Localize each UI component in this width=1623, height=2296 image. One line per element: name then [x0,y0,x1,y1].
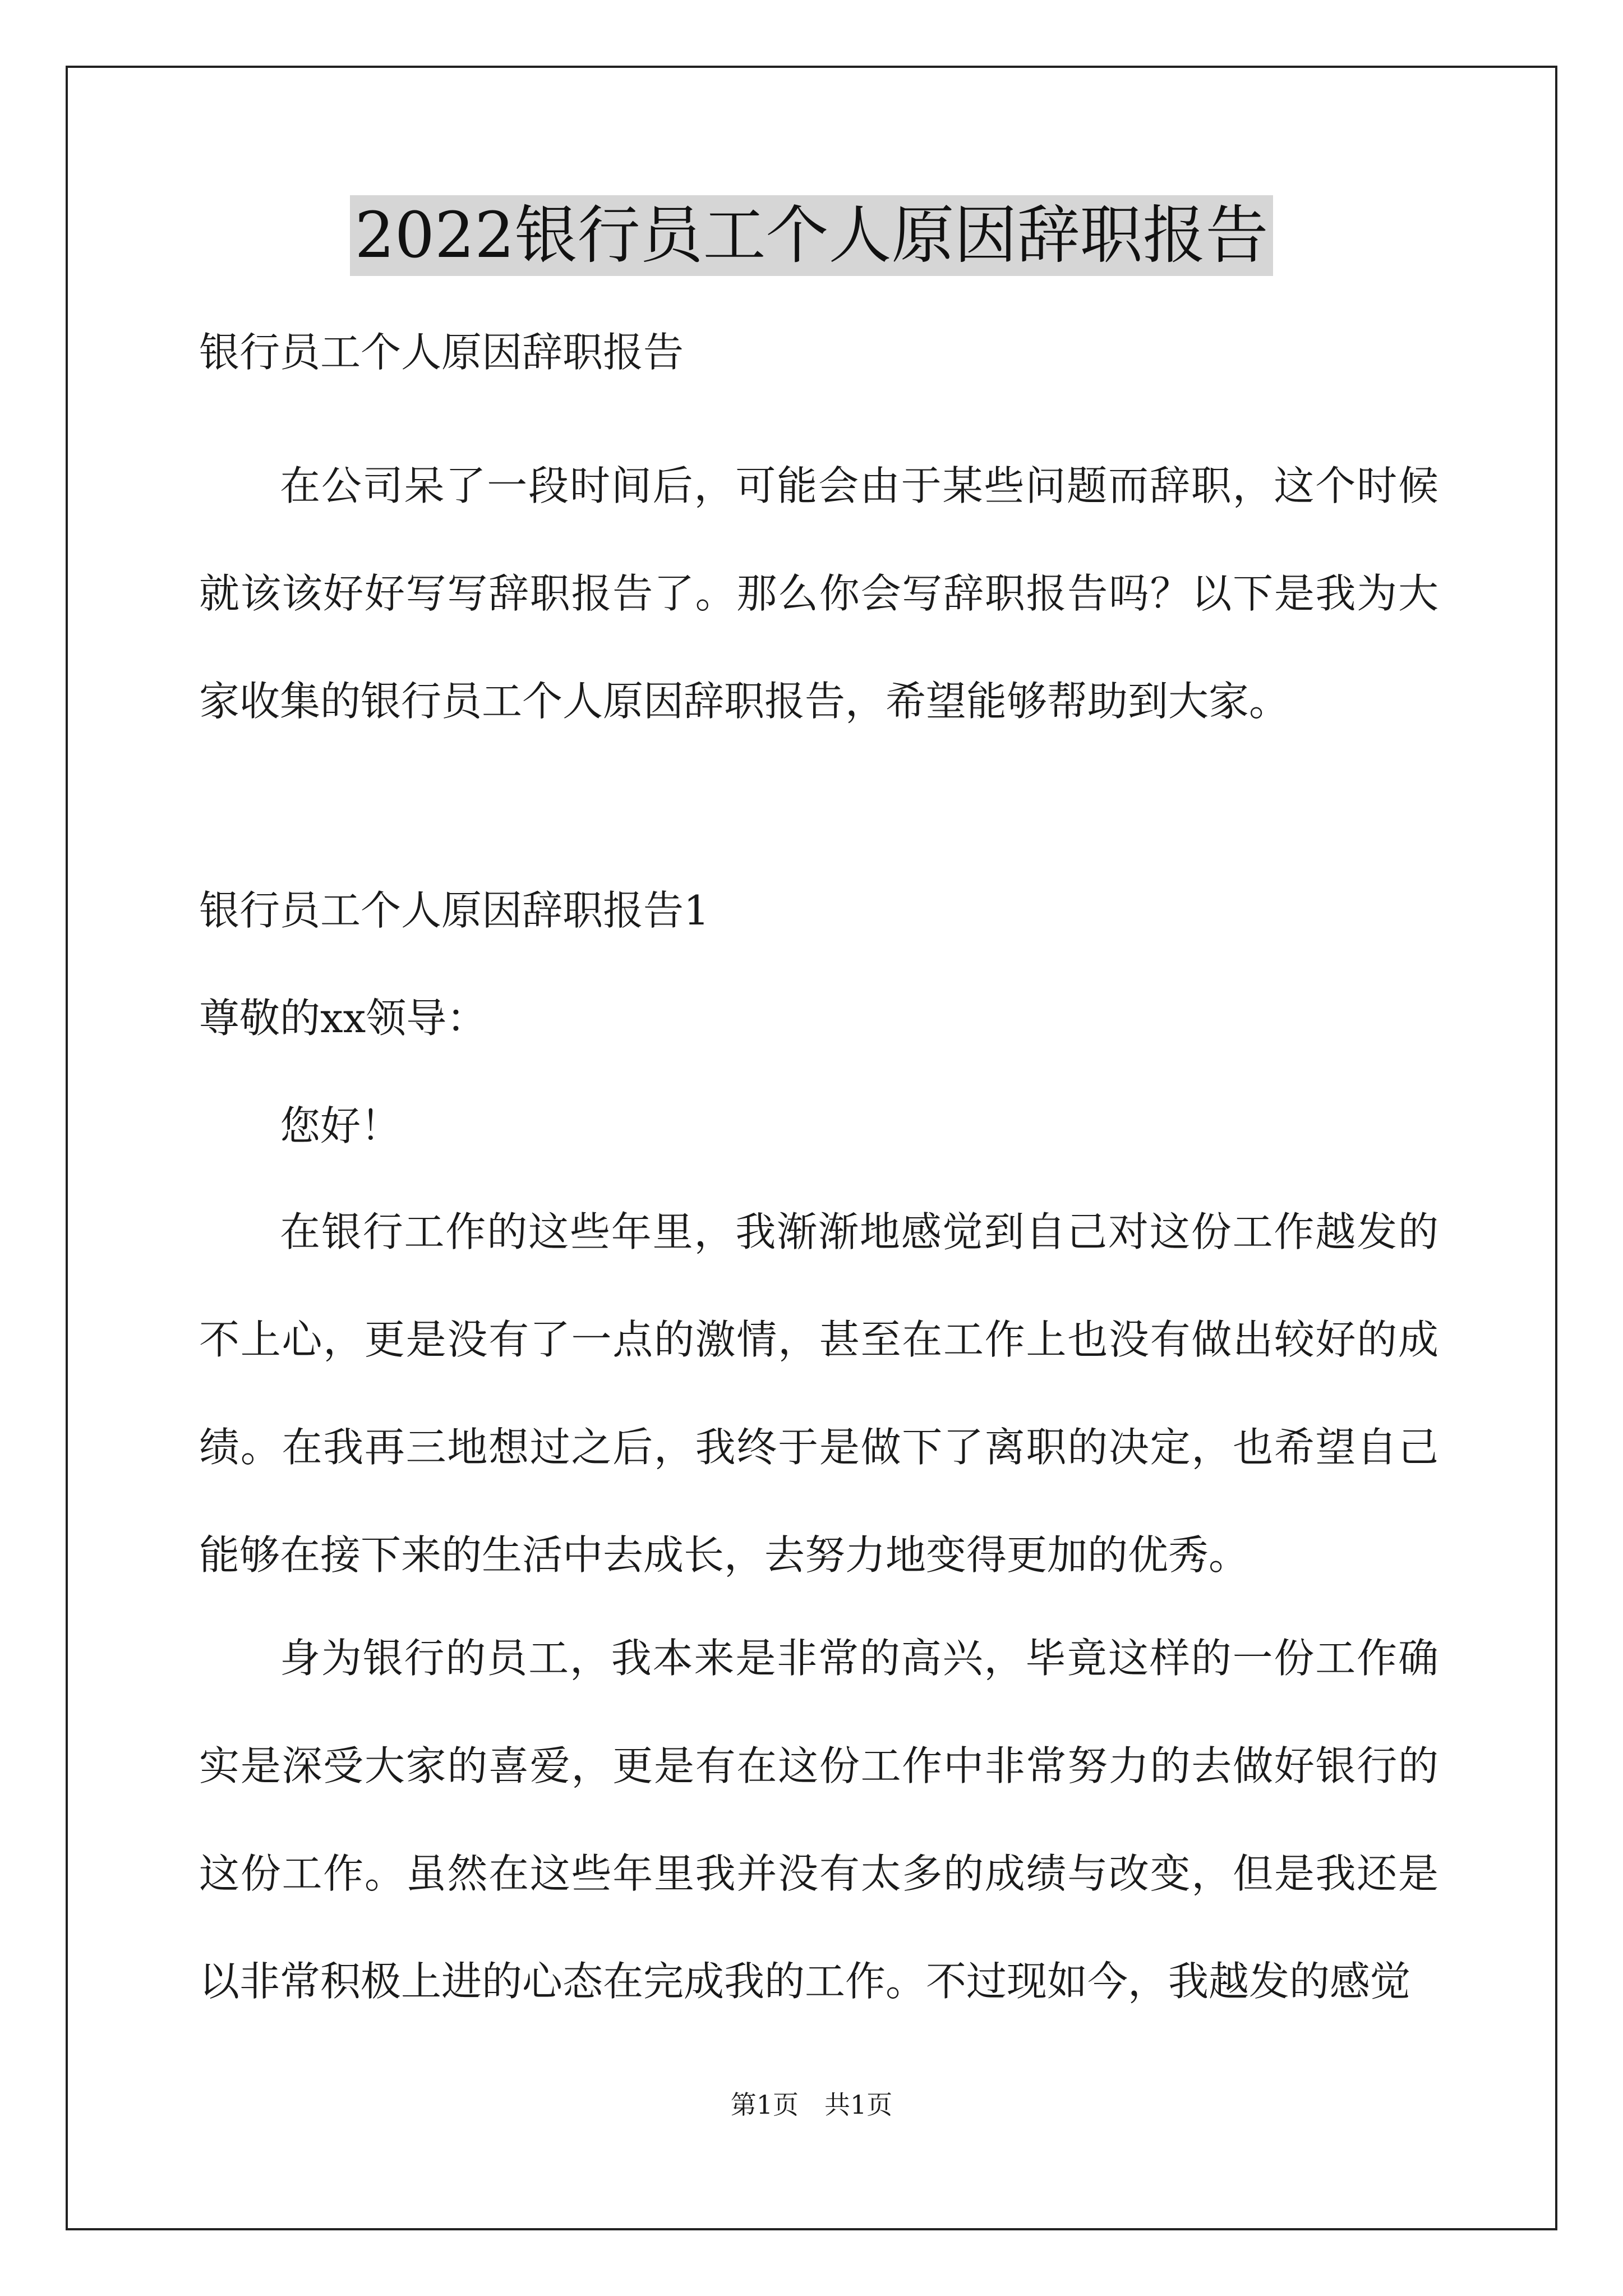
section-heading: 银行员工个人原因辞职报告1 [199,887,709,934]
page-footer: 第1页 共1页 [730,2090,893,2120]
document-title: 2022银行员工个人原因辞职报告 [350,195,1272,276]
document-subtitle: 银行员工个人原因辞职报告 [199,329,684,376]
body-paragraph: 身为银行的员工，我本来是非常的高兴，毕竟这样的一份工作确实是深受大家的喜爱，更是有在这份工作中非常努力的去做好银行的这份工作。虽然在这些年里我并没有太多的成绩与改变，但是我还是以非常积极上进的心态在完成我的工作。不过现如今，我越发的感觉 [199,1635,1438,2005]
salutation: 尊敬的xx领导： [199,995,487,1042]
body-paragraph: 在银行工作的这些年里，我渐渐地感觉到自己对这份工作越发的不上心，更是没有了一点的激情，甚至在工作上也没有做出较好的成绩。在我再三地想过之后，我终于是做下了离职的决定，也希望自己能够在接下来的生活中去成长，去努力地变得更加的优秀。 [199,1208,1438,1579]
greeting: 您好！ [280,1102,402,1149]
title-container [0,195,1623,276]
intro-paragraph: 在公司呆了一段时间后，可能会由于某些问题而辞职，这个时候就该该好好写写辞职报告了。那么你会写辞职报告吗？以下是我为大家收集的银行员工个人原因辞职报告，希望能够帮助到大家。 [199,462,1438,725]
